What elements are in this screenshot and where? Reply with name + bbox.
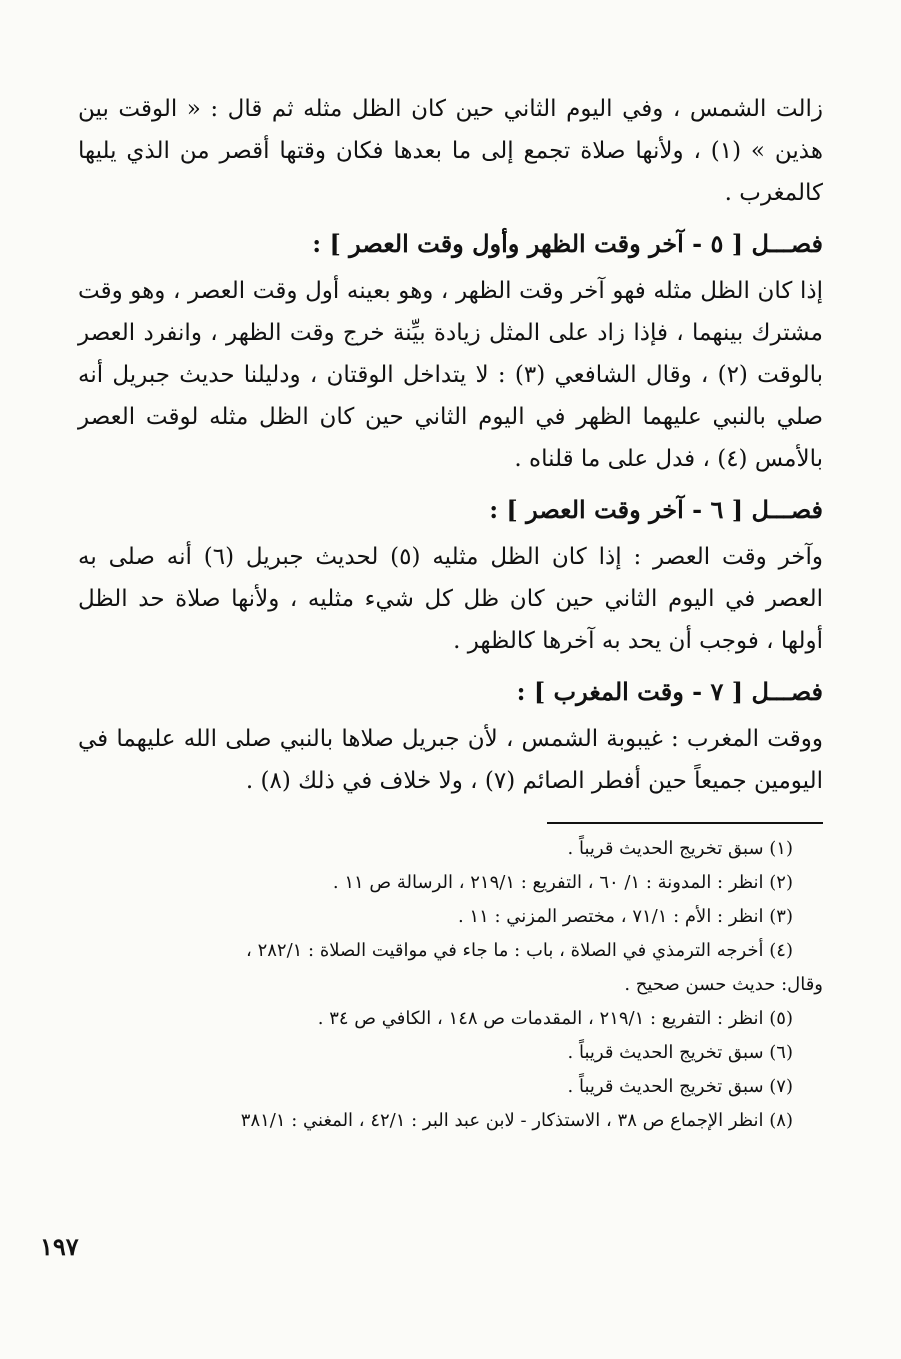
footnote-5: (٥) انظر : التفريع : ٢١٩/١ ، المقدمات ص ١٤٨ ، الكافي ص ٣٤ . [317, 1008, 793, 1029]
section-heading-7: فصـــل [ ٧ - وقت المغرب ] : [516, 677, 823, 706]
footnote-2: (٢) انظر : المدونة : ١/ ٦٠ ، التفريع : ٢١٩/١ ، الرسالة ص ١١ . [332, 872, 793, 893]
section-heading-6: فصـــل [ ٦ - آخر وقت العصر ] : [489, 495, 823, 524]
footnotes [78, 832, 823, 1138]
body-paragraph-3: وآخر وقت العصر : إذا كان الظل مثليه (٥) لحديث جبريل (٦) أنه صلى به العصر في اليوم الثاني حين كان ظل كل شيء مثليه ، ولأنها صلاة حد الظل أولها ، فوجب أن يحد به آخرها كالظهر . [78, 544, 823, 654]
footnote-1: (١) سبق تخريج الحديث قريباً . [567, 838, 793, 859]
footnote-8: (٨) انظر الإجماع ص ٣٨ ، الاستذكار - لابن عبد البر : ٤٢/١ ، المغني : ٣٨١/١ [240, 1110, 793, 1131]
body-paragraph-2: إذا كان الظل مثله فهو آخر وقت الظهر ، وهو بعينه أول وقت العصر ، وهو وقت مشترك بينهما ، فإذا زاد على المثل زيادة بيِّنة خرج وقت الظهر ، وانفرد العصر بالوقت (٢) ، وقال الشافعي (٣) : لا يتداخل الوقتان ، ودليلنا حديث جبريل أنه صلي بالنبي عليهما الظهر في اليوم الثاني حين كان الظل مثله لوقت العصر بالأمس (٤) ، فدل على ما قلناه . [78, 278, 824, 472]
footnote-4-continuation: وقال: حديث حسن صحيح . [624, 974, 823, 995]
page-content [78, 88, 823, 1138]
body-paragraph-4: ووقت المغرب : غيبوبة الشمس ، لأن جبريل صلاها بالنبي صلى الله عليهما في اليومين جميعاً حين أفطر الصائم (٧) ، ولا خلاف في ذلك (٨) . [78, 726, 823, 794]
body-paragraph-1: زالت الشمس ، وفي اليوم الثاني حين كان الظل مثله ثم قال : « الوقت بين هذين » (١) ، ولأنها صلاة تجمع إلى ما بعدها فكان وقتها أقصر من الذي يليها كالمغرب . [78, 96, 823, 206]
footnote-divider [547, 822, 823, 824]
footnote-3: (٣) انظر : الأم : ٧١/١ ، مختصر المزني : ١١ . [457, 906, 793, 927]
section-heading-5: فصـــل [ ٥ - آخر وقت الظهر وأول وقت العصر ] : [312, 229, 823, 258]
footnote-4: (٤) أخرجه الترمذي في الصلاة ، باب : ما جاء في مواقيت الصلاة : ٢٨٢/١ ، [246, 940, 793, 961]
footnote-6: (٦) سبق تخريج الحديث قريباً . [567, 1042, 793, 1063]
footnote-7: (٧) سبق تخريج الحديث قريباً . [567, 1076, 793, 1097]
page-number: ١٩٧ [40, 1232, 79, 1261]
